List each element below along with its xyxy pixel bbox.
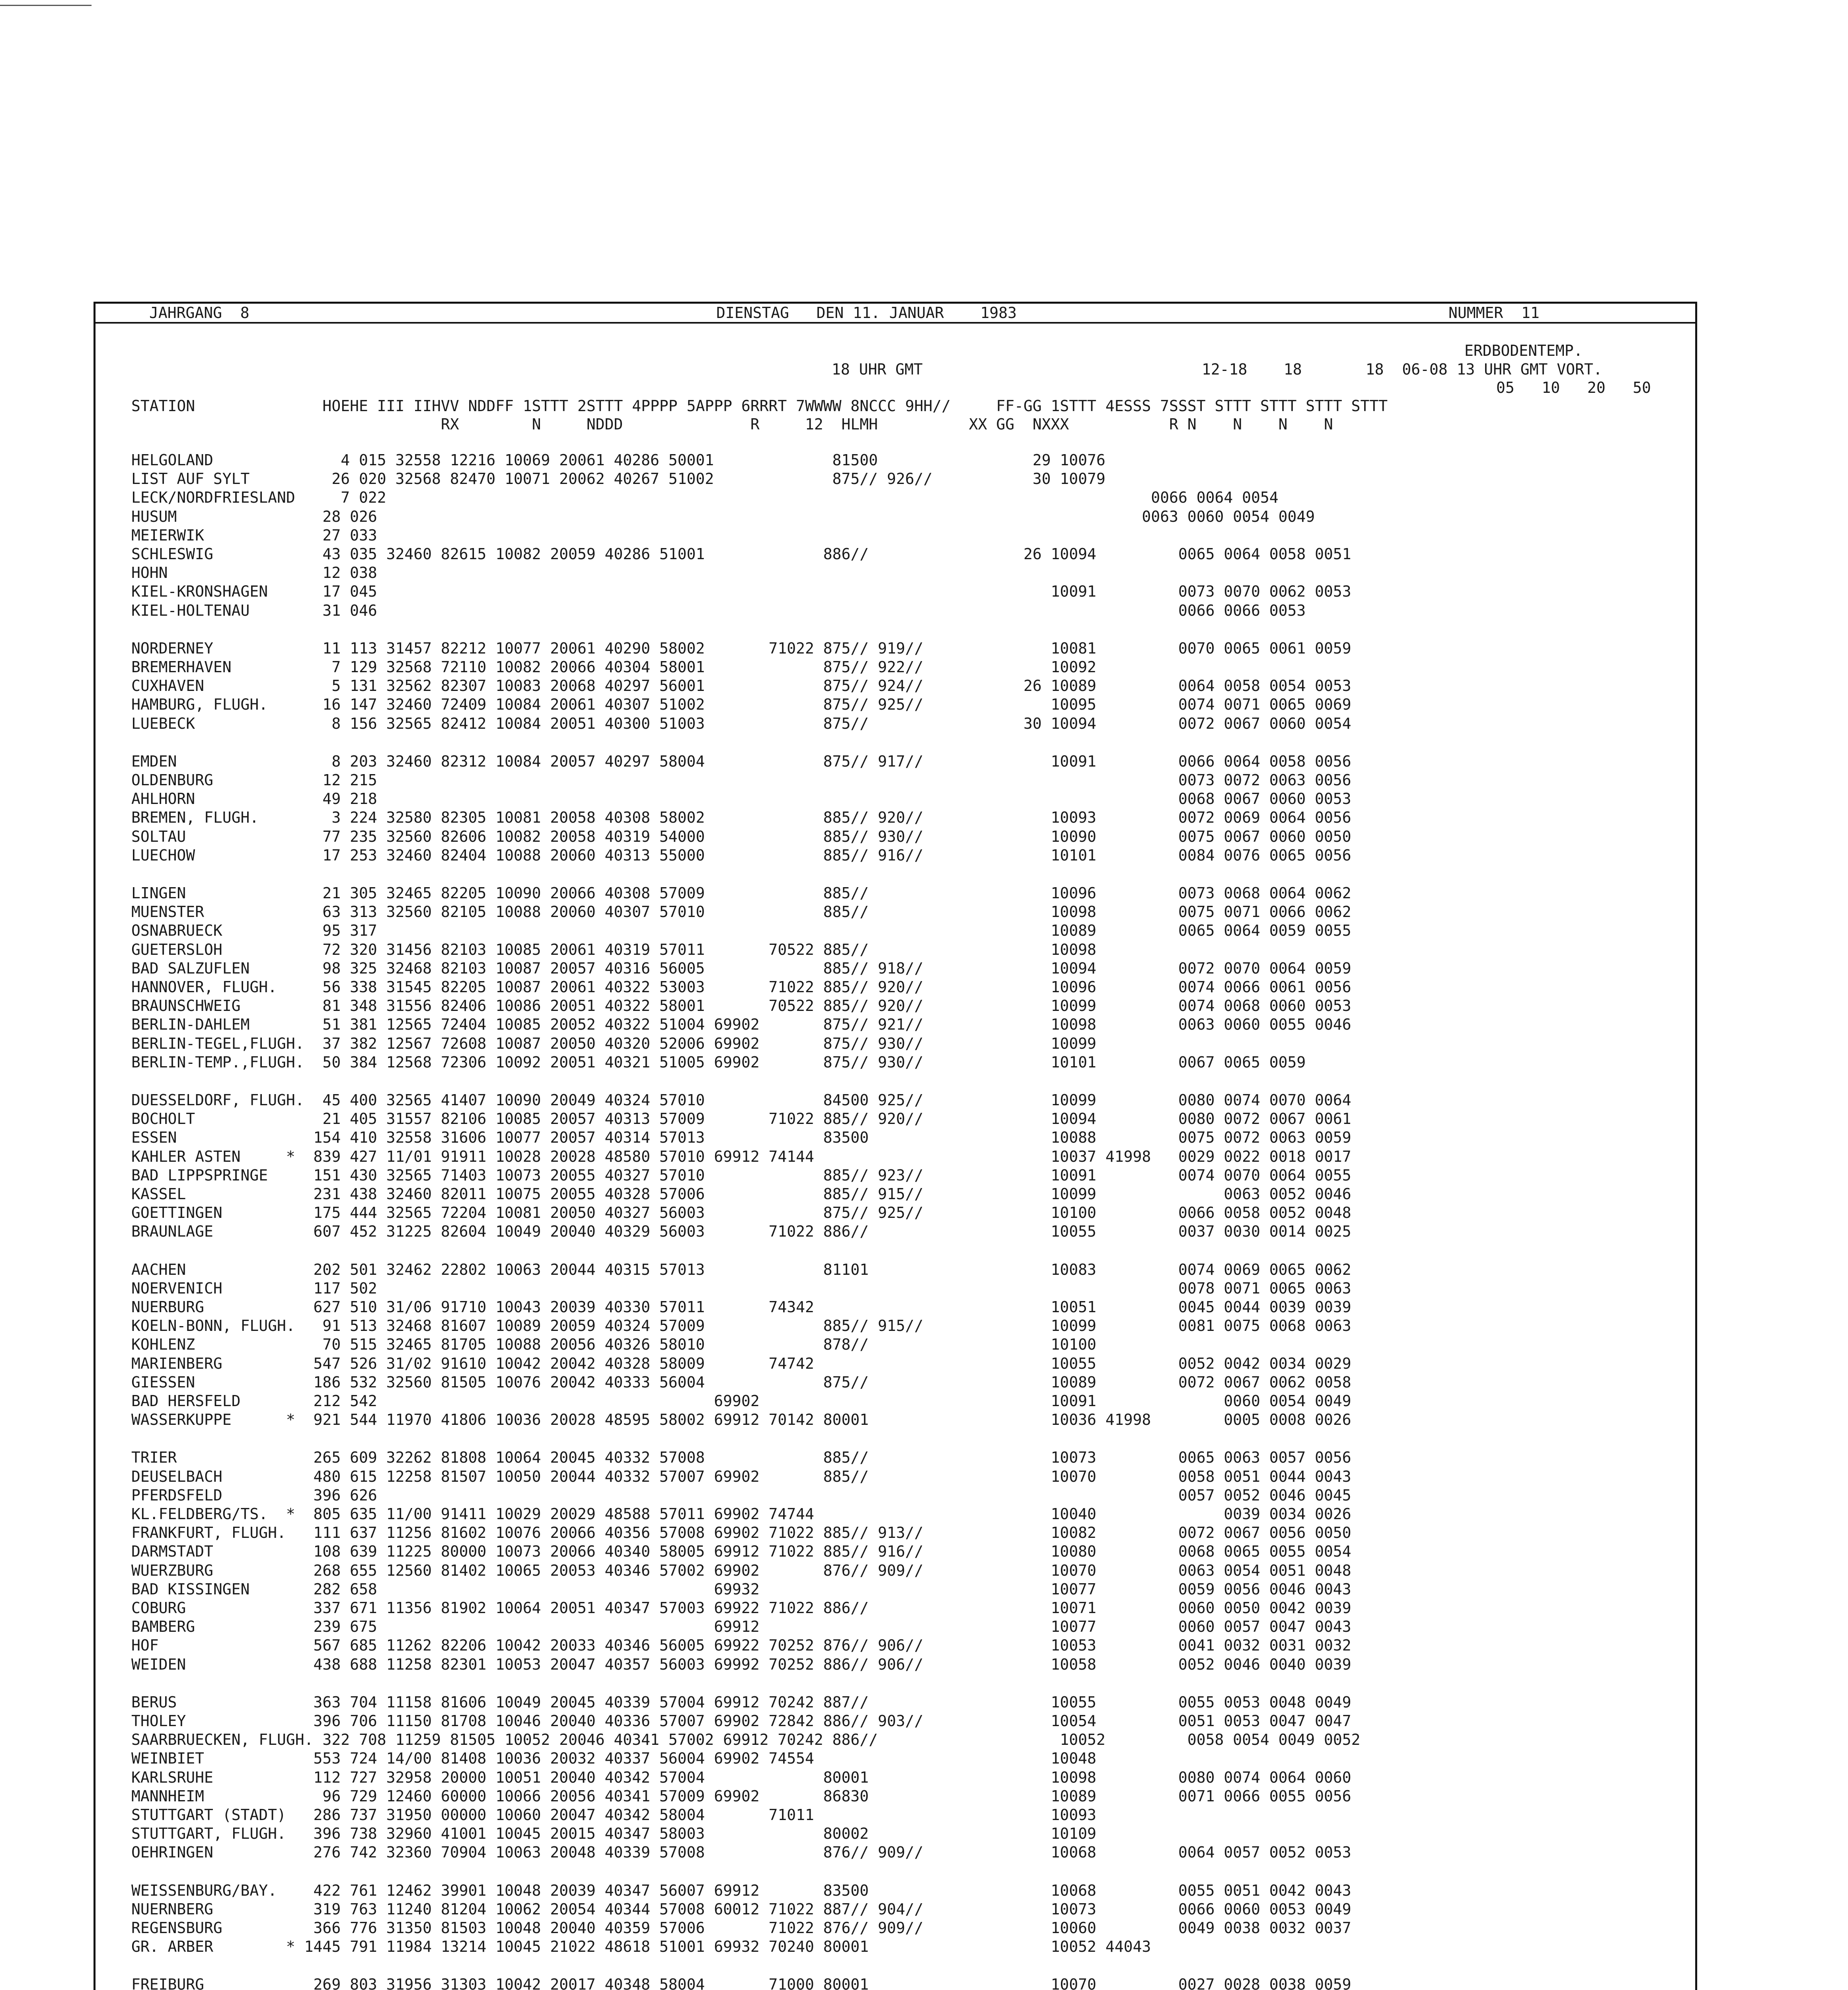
- jahrgang-label: JAHRGANG 8: [149, 304, 250, 322]
- station-row: HUSUM 28 026 0063 0060 0054 0049: [131, 507, 1315, 525]
- station-row: BERLIN-TEMP.,FLUGH. 50 384 12568 72306 10092 20051 40321 51005 69902 875// 930// 10101 0067 0065 0059: [131, 1053, 1306, 1071]
- station-row: MEIERWIK 27 033: [131, 526, 377, 544]
- station-row: DEUSELBACH 480 615 12258 81507 10050 20044 40332 57007 69902 885// 10070 0058 0051 0044 0043: [131, 1467, 1351, 1485]
- station-row: KOHLENZ 70 515 32465 81705 10088 20056 40326 58010 878// 10100: [131, 1336, 1097, 1354]
- header-time-groups: 12-18 18 18 06-08 13 UHR GMT VORT.: [1202, 361, 1602, 378]
- station-row: MUENSTER 63 313 32560 82105 10088 20060 40307 57010 885// 10098 0075 0071 0066 0062: [131, 903, 1351, 921]
- station-row: BERLIN-TEGEL,FLUGH. 37 382 12567 72608 10087 20050 40320 52006 69902 875// 930// 10099: [131, 1034, 1097, 1052]
- station-row: HOHN 12 038: [131, 564, 377, 582]
- station-row: NUERBURG 627 510 31/06 91710 10043 20039 40330 57011 74342 10051 0045 0044 0039 0039: [131, 1298, 1351, 1316]
- station-row: EMDEN 8 203 32460 82312 10084 20057 40297 58004 875// 917// 10091 0066 0064 0058 0056: [131, 752, 1351, 770]
- station-row: SCHLESWIG 43 035 32460 82615 10082 20059 40286 51001 886// 26 10094 0065 0064 0058 0051: [131, 545, 1351, 563]
- header-18utc: 18 UHR GMT: [832, 361, 923, 378]
- station-row: WEIDEN 438 688 11258 82301 10053 20047 40357 56003 69992 70252 886// 906// 10058 0052 0046 0040 0039: [131, 1655, 1351, 1673]
- station-row: LUEBECK 8 156 32565 82412 10084 20051 40300 51003 875// 30 10094 0072 0067 0060 0054: [131, 714, 1351, 732]
- station-row: ESSEN 154 410 32558 31606 10077 20057 40314 57013 83500 10088 0075 0072 0063 0059: [131, 1129, 1351, 1147]
- station-row: GOETTINGEN 175 444 32565 72204 10081 20050 40327 56003 875// 925// 10100 0066 0058 0052 0048: [131, 1204, 1351, 1222]
- station-row: WASSERKUPPE * 921 544 11970 41806 10036 20028 48595 58002 69912 70142 80001 10036 41998 0005 0008 0026: [131, 1411, 1351, 1429]
- station-row: MARIENBERG 547 526 31/02 91610 10042 20042 40328 58009 74742 10055 0052 0042 0034 0029: [131, 1354, 1351, 1372]
- station-row: BOCHOLT 21 405 31557 82106 10085 20057 40313 57009 71022 885// 920// 10094 0080 0072 0067 0061: [131, 1110, 1351, 1128]
- station-row: SOLTAU 77 235 32560 82606 10082 20058 40319 54000 885// 930// 10090 0075 0067 0060 0050: [131, 827, 1351, 845]
- station-row: BAD KISSINGEN 282 658 69932 10077 0059 0056 0046 0043: [131, 1580, 1351, 1598]
- station-row: THOLEY 396 706 11150 81708 10046 20040 40336 57007 69902 72842 886// 903// 10054 0051 0053 0047 0047: [131, 1712, 1351, 1730]
- station-row: BRAUNLAGE 607 452 31225 82604 10049 20040 40329 56003 71022 886// 10055 0037 0030 0014 0025: [131, 1223, 1351, 1241]
- station-row: WUERZBURG 268 655 12560 81402 10065 20053 40346 57002 69902 876// 909// 10070 0063 0054 0051 0048: [131, 1561, 1351, 1579]
- station-row: KAHLER ASTEN * 839 427 11/01 91911 10028 20028 48580 57010 69912 74144 10037 41998 0029 0022 0018 0017: [131, 1147, 1351, 1165]
- station-row: AACHEN 202 501 32462 22802 10063 20044 40315 57013 81101 10083 0074 0069 0065 0062: [131, 1260, 1351, 1278]
- station-row: TRIER 265 609 32262 81808 10064 20045 40332 57008 885// 10073 0065 0063 0057 0056: [131, 1449, 1351, 1467]
- station-row: HELGOLAND 4 015 32558 12216 10069 20061 40286 50001 81500 29 10076: [131, 451, 1105, 469]
- station-row: BAMBERG 239 675 69912 10077 0060 0057 0047 0043: [131, 1618, 1351, 1636]
- station-row: HOF 567 685 11262 82206 10042 20033 40346 56005 69922 70252 876// 906// 10053 0041 0032 0031 0032: [131, 1637, 1351, 1654]
- station-row: BAD HERSFELD 212 542 69902 10091 0060 0054 0049: [131, 1392, 1351, 1410]
- station-row: NOERVENICH 117 502 0078 0071 0065 0063: [131, 1279, 1351, 1297]
- station-row: STUTTGART, FLUGH. 396 738 32960 41001 10045 20015 40347 58003 80002 10109: [131, 1825, 1097, 1843]
- station-row: BERLIN-DAHLEM 51 381 12565 72404 10085 20052 40322 51004 69902 875// 921// 10098 0063 0060 0055 0046: [131, 1016, 1351, 1034]
- station-row: GIESSEN 186 532 32560 81505 10076 20042 40333 56004 875// 10089 0072 0067 0062 0058: [131, 1373, 1351, 1391]
- station-row: HAMBURG, FLUGH. 16 147 32460 72409 10084 20061 40307 51002 875// 925// 10095 0074 0071 0065 0069: [131, 696, 1351, 714]
- station-row: BREMERHAVEN 7 129 32568 72110 10082 20066 40304 58001 875// 922// 10092: [131, 658, 1097, 676]
- station-row: REGENSBURG 366 776 31350 81503 10048 20040 40359 57006 71022 876// 909// 10060 0049 0038 0032 0037: [131, 1919, 1351, 1937]
- header-subcolumns: RX N NDDD R 12 HLMH XX GG NXXX R N N N N: [131, 416, 1333, 433]
- station-row: COBURG 337 671 11356 81902 10064 20051 40347 57003 69922 71022 886// 10071 0060 0050 0042 0039: [131, 1599, 1351, 1617]
- header-bar: [96, 304, 1695, 324]
- station-row: OEHRINGEN 276 742 32360 70904 10063 20048 40339 57008 876// 909// 10068 0064 0057 0052 0053: [131, 1844, 1351, 1861]
- station-row: OSNABRUECK 95 317 10089 0065 0064 0059 0055: [131, 922, 1351, 940]
- station-row: BREMEN, FLUGH. 3 224 32580 82305 10081 20058 40308 58002 885// 920// 10093 0072 0069 0064 0056: [131, 809, 1351, 827]
- station-row: WEISSENBURG/BAY. 422 761 12462 39901 10048 20039 40347 56007 69912 83500 10068 0055 0051 0042 0043: [131, 1881, 1351, 1899]
- station-row: LUECHOW 17 253 32460 82404 10088 20060 40313 55000 885// 916// 10101 0084 0076 0065 0056: [131, 846, 1351, 864]
- date-label: DIENSTAG DEN 11. JANUAR 1983: [716, 304, 1017, 322]
- station-row: AHLHORN 49 218 0068 0067 0060 0053: [131, 790, 1351, 808]
- station-row: BRAUNSCHWEIG 81 348 31556 82406 10086 20051 40322 58001 70522 885// 920// 10099 0074 0068 0060 0053: [131, 997, 1351, 1015]
- station-row: LECK/NORDFRIESLAND 7 022 0066 0064 0054: [131, 489, 1279, 507]
- station-row: KARLSRUHE 112 727 32958 20000 10051 20040 40342 57004 80001 10098 0080 0074 0064 0060: [131, 1768, 1351, 1786]
- station-row: DARMSTADT 108 639 11225 80000 10073 20066 40340 58005 69912 71022 885// 916// 10080 0068 0065 0055 0054: [131, 1543, 1351, 1561]
- header-depths: 05 10 20 50: [1496, 379, 1651, 396]
- station-row: MANNHEIM 96 729 12460 60000 10066 20056 40341 57009 69902 86830 10089 0071 0066 0055 0056: [131, 1787, 1351, 1805]
- station-row: OLDENBURG 12 215 0073 0072 0063 0056: [131, 771, 1351, 789]
- header-soil-temp: ERDBODENTEMP.: [1464, 342, 1583, 359]
- station-row: PFERDSFELD 396 626 0057 0052 0046 0045: [131, 1486, 1351, 1504]
- station-row: LINGEN 21 305 32465 82205 10090 20066 40308 57009 885// 10096 0073 0068 0064 0062: [131, 884, 1351, 902]
- station-row: FRANKFURT, FLUGH. 111 637 11256 81602 10076 20066 40356 57008 69902 71022 885// 913// 10082 0072 0067 0056 0050: [131, 1524, 1351, 1542]
- station-row: KIEL-HOLTENAU 31 046 0066 0066 0053: [131, 601, 1306, 619]
- station-row: HANNOVER, FLUGH. 56 338 31545 82205 10087 20061 40322 53003 71022 885// 920// 10096 0074 0066 0061 0056: [131, 978, 1351, 996]
- station-row: WEINBIET 553 724 14/00 81408 10036 20032 40337 56004 69902 74554 10048: [131, 1750, 1097, 1768]
- station-row: KOELN-BONN, FLUGH. 91 513 32468 81607 10089 20059 40324 57009 885// 915// 10099 0081 0075 0068 0063: [131, 1317, 1351, 1335]
- station-row: GUETERSLOH 72 320 31456 82103 10085 20061 40319 57011 70522 885// 10098: [131, 940, 1097, 958]
- station-row: BAD SALZUFLEN 98 325 32468 82103 10087 20057 40316 56005 885// 918// 10094 0072 0070 0064 0059: [131, 959, 1351, 977]
- station-row: BAD LIPPSPRINGE 151 430 32565 71403 10073 20055 40327 57010 885// 923// 10091 0074 0070 0064 0055: [131, 1166, 1351, 1184]
- station-row: DUESSELDORF, FLUGH. 45 400 32565 41407 10090 20049 40324 57010 84500 925// 10099 0080 0074 0070 0064: [131, 1091, 1351, 1109]
- bulletin-frame: [94, 302, 1697, 1990]
- station-row: NORDERNEY 11 113 31457 82212 10077 20061 40290 58002 71022 875// 919// 10081 0070 0065 0061 0059: [131, 639, 1351, 657]
- station-row: CUXHAVEN 5 131 32562 82307 10083 20068 40297 56001 875// 924// 26 10089 0064 0058 0054 0053: [131, 677, 1351, 695]
- station-row: SAARBRUECKEN, FLUGH. 322 708 11259 81505 10052 20046 40341 57002 69912 70242 886// 10052 0058 0054 0049 0052: [131, 1731, 1361, 1749]
- station-row: BERUS 363 704 11158 81606 10049 20045 40339 57004 69912 70242 887// 10055 0055 0053 0048 0049: [131, 1693, 1351, 1711]
- station-row: GR. ARBER * 1445 791 11984 13214 10045 21022 48618 51001 69932 70240 80001 10052 44043: [131, 1938, 1151, 1956]
- top-rule: [0, 5, 92, 6]
- station-row: LIST AUF SYLT 26 020 32568 82470 10071 20062 40267 51002 875// 926// 30 10079: [131, 470, 1105, 488]
- station-row: KIEL-KRONSHAGEN 17 045 10091 0073 0070 0062 0053: [131, 583, 1351, 601]
- station-row: KASSEL 231 438 32460 82011 10075 20055 40328 57006 885// 915// 10099 0063 0052 0046: [131, 1185, 1351, 1203]
- station-row: FREIBURG 269 803 31956 31303 10042 20017 40348 58004 71000 80001 10070 0027 0028 0038 0059: [131, 1976, 1351, 1990]
- station-row: KL.FELDBERG/TS. * 805 635 11/00 91411 10029 20029 48588 57011 69902 74744 10040 0039 0034 0026: [131, 1505, 1351, 1523]
- station-row: NUERNBERG 319 763 11240 81204 10062 20054 40344 57008 60012 71022 887// 904// 10073 0066 0060 0053 0049: [131, 1900, 1351, 1918]
- station-row: STUTTGART (STADT) 286 737 31950 00000 10060 20047 40342 58004 71011 10093: [131, 1806, 1097, 1824]
- issue-number: NUMMER 11: [1448, 304, 1540, 322]
- header-columns: STATION HOEHE III IIHVV NDDFF 1STTT 2STTT 4PPPP 5APPP 6RRRT 7WWWW 8NCCC 9HH// FF-GG 1STTT 4ESSS 7SSST STTT STTT STTT STTT: [131, 397, 1388, 415]
